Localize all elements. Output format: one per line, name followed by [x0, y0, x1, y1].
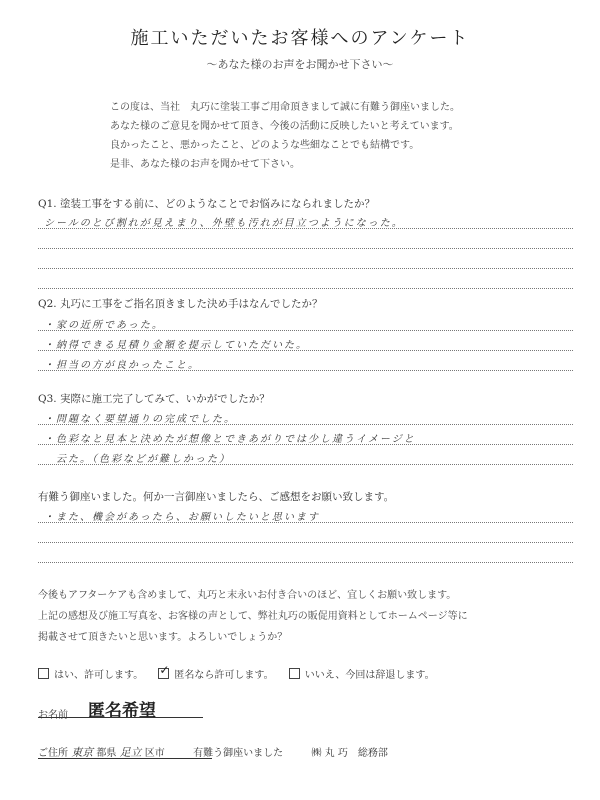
address-city-suffix: 区市 — [144, 748, 165, 759]
intro-line: この度は、当社 丸巧に塗装工事ご用命頂きまして誠に有難う御座いました。 — [110, 102, 460, 113]
outro-text — [38, 585, 468, 648]
consent-yes[interactable] — [38, 670, 143, 681]
q3-answer: ・問題なく要望通りの完成でした。 — [44, 414, 236, 425]
q4-answer: ・また、機会があったら、お願いしたいと思います — [44, 512, 320, 523]
q2-answer: ・納得できる見積り金額を提示していただいた。 — [44, 340, 308, 351]
answer-line — [38, 268, 573, 269]
q1-answer: シールのとび割れが見えまり、外壁も汚れが目立つようになった。 — [44, 218, 404, 229]
q1-question: Q1. 塗装工事をする前に、どのようなことでお悩みになられましたか？ — [38, 198, 375, 210]
q2-answer: ・家の近所であった。 — [44, 320, 164, 331]
survey-subtitle: 〜あなた様のお声をお聞かせ下さい〜 — [206, 58, 394, 71]
name-underline — [38, 717, 203, 718]
intro-line: あなた様のご意見を聞かせて頂き、今後の活動に反映したいと考えています。 — [110, 121, 459, 132]
name-label: お名前 — [38, 710, 68, 721]
answer-line — [38, 424, 573, 425]
q2-answer: ・担当の方が良かったこと。 — [44, 360, 200, 371]
consent-yes-label: はい、許可します。 — [54, 670, 144, 681]
answer-line — [38, 444, 573, 445]
consent-no[interactable] — [289, 670, 435, 681]
checkbox[interactable] — [38, 668, 49, 679]
answer-line — [38, 464, 573, 465]
outro-line: 掲載させて頂きたいと思います。よろしいでしょうか？ — [38, 632, 288, 643]
intro-line: 是非、あなた様のお声を聞かせて下さい。 — [110, 159, 300, 170]
address-prefecture-suffix: 都県 — [96, 748, 117, 759]
closing-thanks: 有難う御座いました — [193, 748, 284, 759]
address-prefecture: 東京 — [71, 746, 94, 759]
company-name: ㈱ 丸 巧 総務部 — [311, 748, 388, 759]
intro-text — [110, 98, 460, 174]
answer-line — [38, 522, 573, 523]
answer-line — [38, 542, 573, 543]
answer-line — [38, 228, 573, 229]
answer-line — [38, 330, 573, 331]
survey-title: 施工いただいたお客様へのアンケート — [130, 28, 470, 49]
q4-question: 有難う御座いました。何か一言御座いましたら、ご感想をお願い致します。 — [38, 491, 395, 503]
consent-options — [38, 666, 447, 681]
name-value: 匿名希望 — [88, 701, 156, 721]
consent-no-label: いいえ、今回は辞退します。 — [304, 670, 435, 681]
q2-question: Q2. 丸巧に工事をご指名頂きました決め手はなんでしたか？ — [38, 298, 323, 310]
answer-line — [38, 248, 573, 249]
consent-anonymous-label: 匿名なら許可します。 — [174, 670, 274, 681]
address-city: 足立 — [119, 746, 142, 759]
address-label: ご住所 — [38, 748, 68, 759]
intro-line: 良かったこと、悪かったこと、どのような些細なことでも結構です。 — [110, 140, 420, 151]
checkbox-checked[interactable] — [158, 668, 169, 679]
consent-anonymous[interactable] — [158, 670, 273, 681]
address-underline — [38, 758, 212, 759]
q3-answer: 云た。（色彩などが難しかった） — [44, 454, 231, 465]
answer-line — [38, 562, 573, 563]
answer-line — [38, 370, 573, 371]
outro-line: 上記の感想及び施工写真を、お客様の声として、弊社丸巧の販促用資料としてホームページ等に — [38, 611, 468, 622]
q3-question: Q3. 実際に施工完了してみて、いかがでしたか？ — [38, 393, 270, 405]
outro-line: 今後もアフターケアも含めまして、丸巧と末永いお付き合いのほど、宜しくお願い致します。 — [38, 590, 457, 601]
answer-line — [38, 350, 573, 351]
answer-line — [38, 288, 573, 289]
checkbox[interactable] — [289, 668, 300, 679]
q3-answer: ・色彩なと見本と決めたが想像とできあがりでは少し違うイメージと — [44, 434, 416, 445]
